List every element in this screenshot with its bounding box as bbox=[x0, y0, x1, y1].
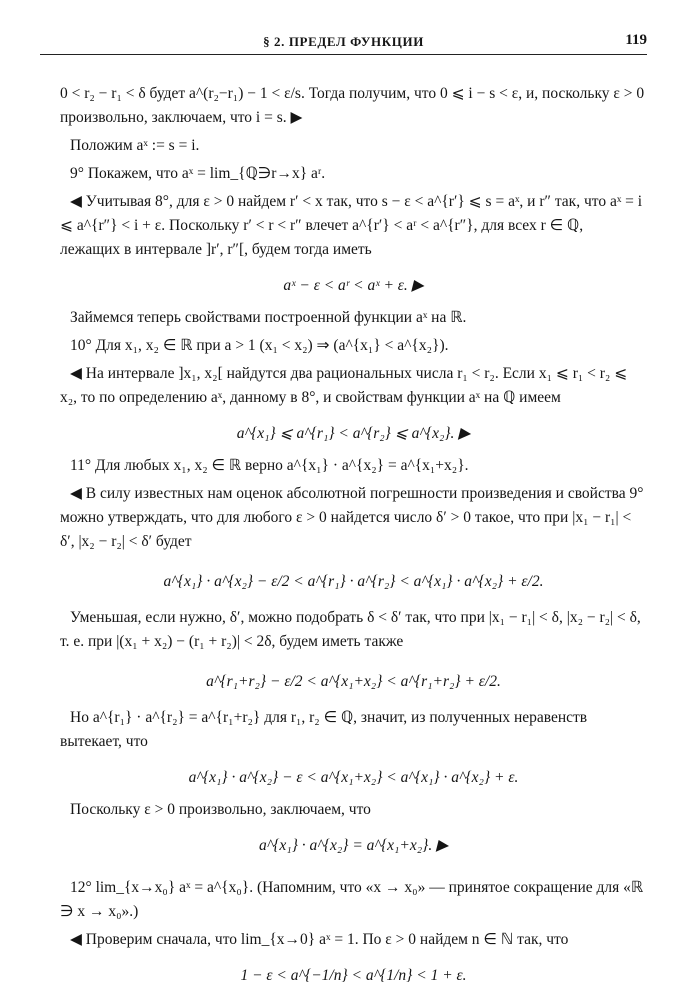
page-number: 119 bbox=[625, 32, 647, 48]
paragraph-11: Но a^{r₁} · a^{r₂} = a^{r₁+r₂} для r₁, r₂ ∈ ℚ, значит, из полученных неравенств вытекает, что bbox=[60, 709, 588, 750]
paragraph-8: 11° Для любых x₁, x₂ ∈ ℝ верно a^{x₁} · a^{x₂} = a^{x₁+x₂}. bbox=[70, 457, 469, 474]
running-head: § 2. ПРЕДЕЛ ФУНКЦИИ bbox=[263, 34, 424, 49]
paragraph-6: 10° Для x₁, x₂ ∈ ℝ при a > 1 (x₁ < x₂) ⇒ (a^{x₁} < a^{x₂}). bbox=[70, 337, 449, 354]
paragraph-13: 12° lim_{x→x₀} aˣ = a^{x₀}. (Напомним, что «x → x₀» — принятое сокращение для «ℝ ∋ x → x₀».) bbox=[60, 879, 644, 920]
formula-7: 1 − ε < a^{−1/n} < a^{1/n} < 1 + ε. bbox=[240, 967, 467, 984]
formula-1: aˣ − ε < aʳ < aˣ + ε. ▶ bbox=[283, 277, 424, 294]
formula-4: a^{r₁+r₂} − ε/2 < a^{x₁+x₂} < a^{r₁+r₂} + ε/2. bbox=[206, 673, 501, 690]
page-header bbox=[40, 32, 647, 55]
paragraph-12: Поскольку ε > 0 произвольно, заключаем, что bbox=[70, 801, 371, 818]
paragraph-5: Займемся теперь свойствами построенной функции aˣ на ℝ. bbox=[70, 309, 467, 326]
paragraph-2: Положим aˣ := s = i. bbox=[70, 137, 200, 154]
paragraph-14: ◀ Проверим сначала, что lim_{x→0} aˣ = 1. По ε > 0 найдем n ∈ ℕ так, что bbox=[70, 931, 569, 948]
formula-5: a^{x₁} · a^{x₂} − ε < a^{x₁+x₂} < a^{x₁} · a^{x₂} + ε. bbox=[188, 769, 519, 786]
formula-3: a^{x₁} · a^{x₂} − ε/2 < a^{r₁} · a^{r₂} < a^{x₁} · a^{x₂} + ε/2. bbox=[163, 573, 544, 590]
main-text bbox=[60, 82, 647, 996]
paragraph-4: ◀ Учитывая 8°, для ε > 0 найдем r′ < x так, что s − ε < a^{r′} ⩽ s = aˣ, и r″ так, что aˣ = i ⩽ a^{r″} < i + ε. Поскольку r′ < r < r″ влечет a^{r′} < aʳ < a^{r″}, для всех r ∈ ℚ, лежащих в интервале ]r′, r″[, будем тогда иметь bbox=[60, 193, 643, 258]
formula-2: a^{x₁} ⩽ a^{r₁} < a^{r₂} ⩽ a^{x₂}. ▶ bbox=[236, 425, 471, 442]
paragraph-9: ◀ В силу известных нам оценок абсолютной погрешности произведения и свойства 9° можно утверждать, что для любого ε > 0 найдется число δ′ > 0 такое, что при |x₁ − r₁| < δ′, |x₂ − r₂| < δ′ будет bbox=[60, 485, 644, 550]
paragraph-1: 0 < r₂ − r₁ < δ будет a^(r₂−r₁) − 1 < ε/s. Тогда получим, что 0 ⩽ i − s < ε, и, поскольку ε > 0 произвольно, заключаем, что i = s. ▶ bbox=[60, 85, 645, 126]
paragraph-3: 9° Покажем, что aˣ = lim_{ℚ∋r→x} aʳ. bbox=[70, 165, 326, 182]
paragraph-7: ◀ На интервале ]x₁, x₂[ найдутся два рациональных числа r₁ < r₂. Если x₁ ⩽ r₁ < r₂ ⩽ x₂, то по определению aˣ, данному в 8°, и свойствам функции aˣ на ℚ имеем bbox=[60, 365, 628, 406]
paragraph-10: Уменьшая, если нужно, δ′, можно подобрать δ < δ′ так, что при |x₁ − r₁| < δ, |x₂ − r₂| < δ, т. е. при |(x₁ + x₂) − (r₁ + r₂)| < 2δ, будем иметь также bbox=[60, 609, 641, 650]
formula-6: a^{x₁} · a^{x₂} = a^{x₁+x₂}. ▶ bbox=[258, 837, 449, 854]
